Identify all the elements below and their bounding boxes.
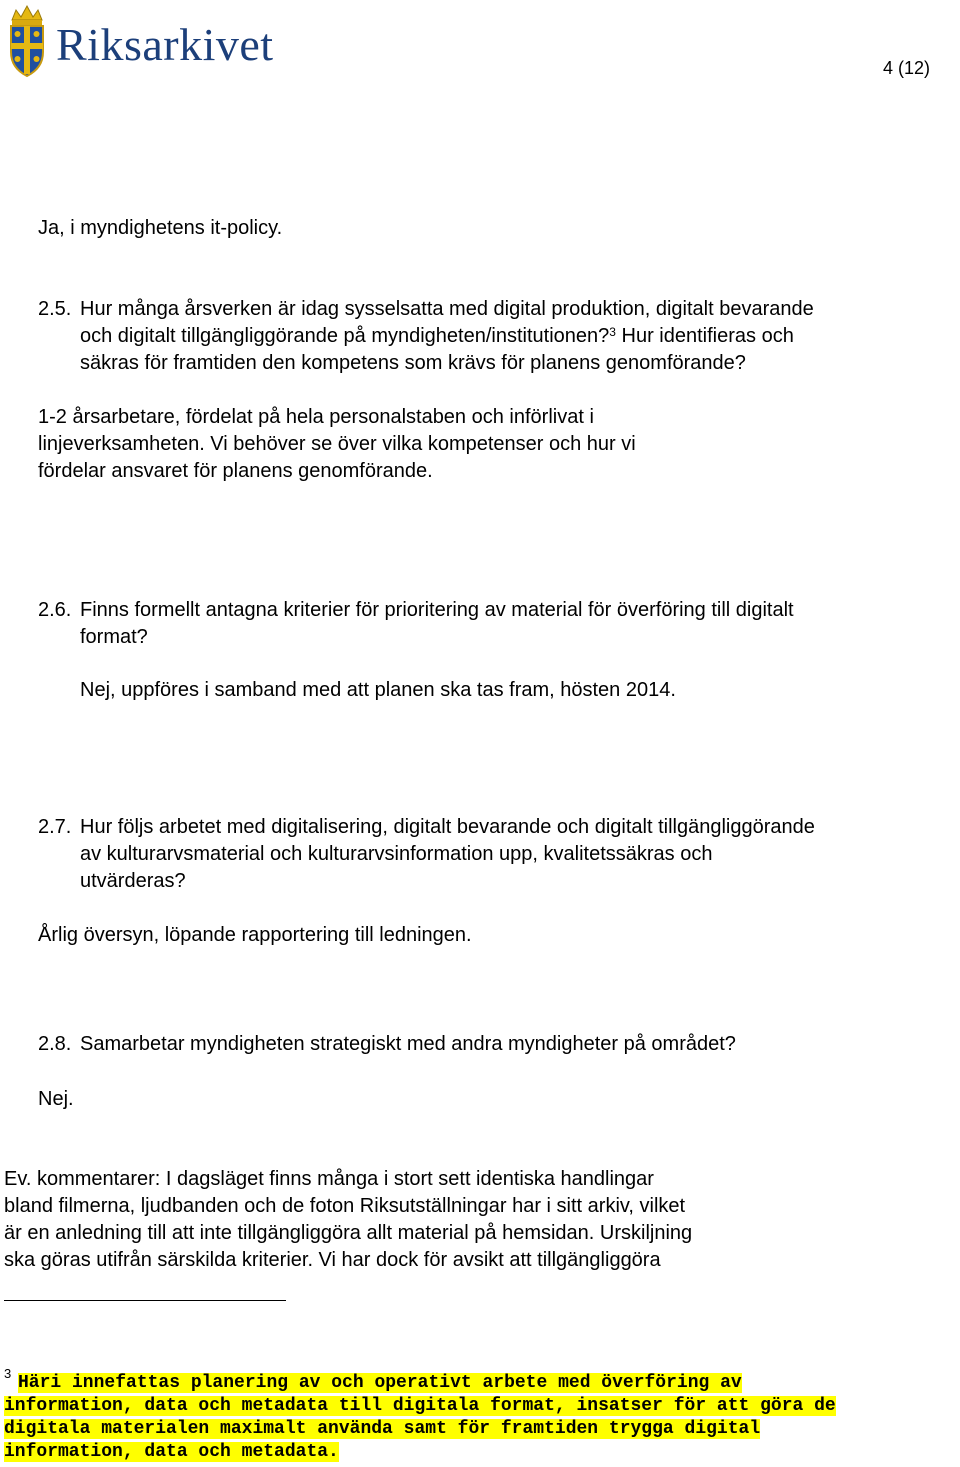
question-text: Hur identifieras och — [615, 325, 794, 347]
answer-2-7: Årlig översyn, löpande rapportering till ledningen. — [38, 924, 472, 946]
question-number: 2.6. — [38, 599, 72, 621]
question-number: 2.5. — [38, 298, 72, 320]
comment-line: är en anledning till att inte tillgängliggöra allt material på hemsidan. Urskiljning — [4, 1222, 693, 1244]
footnote-line — [4, 1395, 836, 1418]
footnote-number: 3 — [4, 1366, 12, 1381]
footnote-line — [4, 1418, 760, 1441]
question-number: 2.8. — [38, 1033, 72, 1055]
question-line: Hur många årsverken är idag sysselsatta med digital produktion, digitalt bevarande — [80, 298, 814, 320]
answer-line: linjeverksamheten. Vi behöver se över vilka kompetenser och hur vi — [38, 433, 636, 455]
footnote-text: Häri innefattas planering av och operativt arbete med överföring av — [18, 1373, 742, 1393]
question-line: format? — [80, 626, 148, 648]
answer-line: fördelar ansvaret för planens genomförande. — [38, 460, 433, 482]
comment-line: bland filmerna, ljudbanden och de foton Riksutställningar har i sitt arkiv, vilket — [4, 1195, 686, 1217]
comment-line: Ev. kommentarer: I dagsläget finns många i stort sett identiska handlingar — [4, 1168, 654, 1190]
footnote-text: information, data och metadata. — [4, 1442, 339, 1462]
page-number: 4 (12) — [882, 58, 930, 78]
question-line: Hur följs arbetet med digitalisering, digitalt bevarande och digitalt tillgängliggörande — [80, 816, 815, 838]
question-line: säkras för framtiden den kompetens som krävs för planens genomförande? — [80, 352, 746, 374]
question-line — [80, 323, 794, 350]
answer-2-6: Nej, uppföres i samband med att planen ska tas fram, hösten 2014. — [80, 679, 676, 701]
answer-line: 1-2 årsarbetare, fördelat på hela personalstaben och införlivat i — [38, 406, 594, 428]
coat-of-arms-icon — [4, 2, 50, 82]
footnote-line — [4, 1441, 339, 1464]
footnote-reference[interactable]: 3 — [609, 325, 616, 339]
question-line: utvärderas? — [80, 870, 186, 892]
question-line: Finns formellt antagna kriterier för prioritering av material för överföring till digitalt — [80, 599, 794, 621]
comment-line: ska göras utifrån särskilda kriterier. Vi har dock för avsikt att tillgängliggöra — [4, 1249, 661, 1271]
logo-text: Riksarkivet — [56, 19, 274, 70]
footnote-line — [4, 1372, 742, 1395]
answer-2-8: Nej. — [38, 1088, 74, 1110]
question-line: Samarbetar myndigheten strategiskt med andra myndigheter på området? — [80, 1033, 736, 1055]
question-number: 2.7. — [38, 816, 72, 838]
riksarkivet-logo — [4, 2, 274, 84]
answer-2-4: Ja, i myndighetens it-policy. — [38, 217, 283, 239]
footnote-separator — [4, 1300, 286, 1301]
footnote-text: digitala materialen maximalt använda samt för framtiden trygga digital — [4, 1419, 761, 1439]
question-text: och digitalt tillgängliggörande på myndigheten/institutionen? — [80, 325, 610, 347]
footnote-text: information, data och metadata till digitala format, insatser för att göra de — [4, 1396, 836, 1416]
question-line: av kulturarvsmaterial och kulturarvsinformation upp, kvalitetssäkras och — [80, 843, 713, 865]
